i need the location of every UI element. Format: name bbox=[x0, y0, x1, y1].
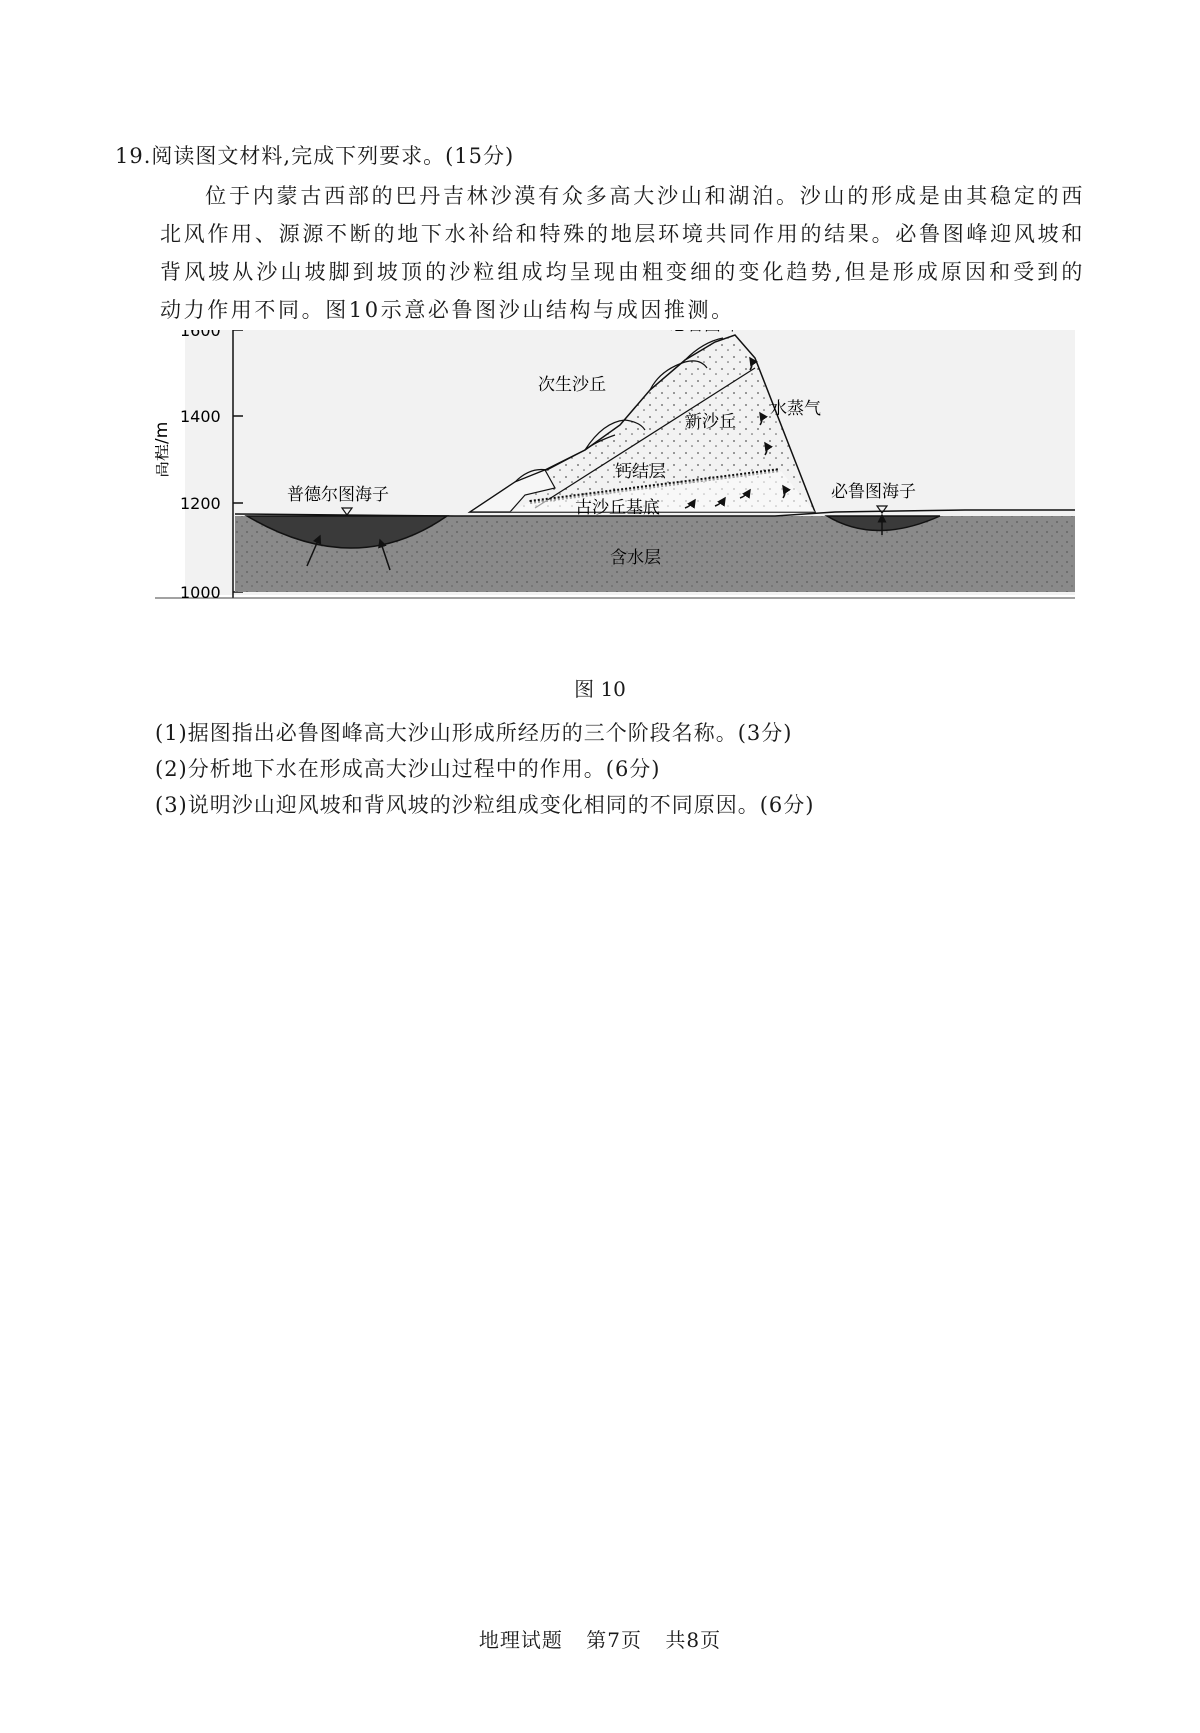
y-tick-1600: 1600 bbox=[180, 330, 221, 340]
page-footer bbox=[0, 1624, 1200, 1653]
sub-question-1: (1)据图指出必鲁图峰高大沙山形成所经历的三个阶段名称。(3分) bbox=[155, 721, 793, 745]
label-secondary-dune: 次生沙丘 bbox=[538, 375, 606, 395]
label-lake-left: 普德尔图海子 bbox=[287, 485, 389, 505]
figure-10 bbox=[155, 330, 1075, 670]
sub-question-2: (2)分析地下水在形成高大沙山过程中的作用。(6分) bbox=[155, 757, 661, 781]
figure-caption: 图 10 bbox=[574, 677, 626, 701]
question-header: 19.阅读图文材料,完成下列要求。(15分) bbox=[115, 144, 515, 168]
footer-subject: 地理试题 bbox=[478, 1628, 563, 1652]
question-text: 位于内蒙古西部的巴丹吉林沙漠有众多高大沙山和湖泊。沙山的形成是由其稳定的西北风作用、源源不断的地下水补给和特殊的地层环境共同作用的结果。必鲁图峰迎风坡和背风坡从沙山坡脚到坡顶的沙粒组成均呈现由粗变细的变化趋势,但是形成原因和受到的动力作用不同。图10示意必鲁图沙山结构与成因推测。 bbox=[160, 184, 1085, 322]
dune-cross-section-diagram bbox=[155, 330, 1075, 670]
label-new-dune: 新沙丘 bbox=[685, 412, 736, 432]
footer-page: 第7页 bbox=[586, 1628, 642, 1652]
footer-total: 共8页 bbox=[665, 1628, 722, 1652]
y-tick-1400: 1400 bbox=[180, 407, 221, 426]
y-tick-1000: 1000 bbox=[180, 583, 221, 602]
question-paragraph bbox=[160, 177, 1085, 329]
label-peak bbox=[670, 330, 738, 335]
label-water-vapor: 水蒸气 bbox=[770, 399, 821, 419]
label-lake-right: 必鲁图海子 bbox=[831, 482, 916, 502]
label-ancient-base: 古沙丘基底 bbox=[575, 498, 660, 518]
y-tick-1200: 1200 bbox=[180, 494, 221, 513]
y-axis-label: 高程/m bbox=[155, 421, 172, 478]
label-aquifer: 含水层 bbox=[610, 548, 661, 568]
sub-question-3: (3)说明沙山迎风坡和背风坡的沙粒组成变化相同的不同原因。(6分) bbox=[155, 793, 815, 817]
label-calcium-layer: 钙结层 bbox=[615, 462, 666, 482]
